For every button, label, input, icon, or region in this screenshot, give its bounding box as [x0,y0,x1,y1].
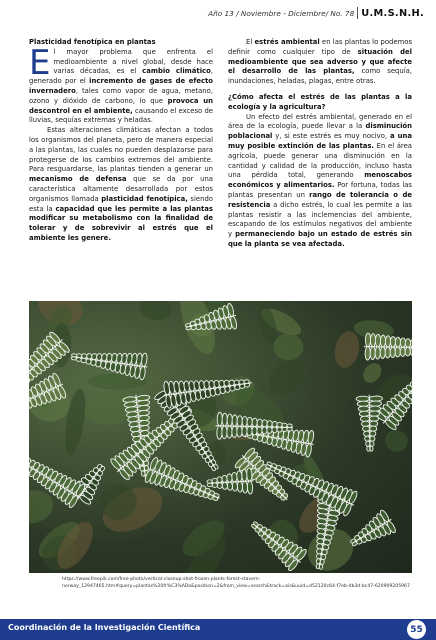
bold-run: estrés ambiental [254,38,320,46]
text-run: como sequía, inundaciones, heladas, plagas, entre otras. [228,67,412,86]
page-number: 55 [407,620,426,639]
text-run: causando el exceso de lluvias, sequías extremas y heladas. [29,106,213,125]
text-run: El [246,38,255,46]
bold-run: situación del medioambiente que sea adverso y que afecte el desarrollo de las plantas, [228,47,412,76]
footer-text: Coordinación de la Investigación Científica [8,623,201,632]
text-run: , generado por el [29,67,213,86]
institution-name: U.M.S.N.H. [361,7,424,19]
text-run: En el área agrícola, puede generar una disminución en la cantidad y calidad de la producción, incluso hasta una pérdida total, generando [228,141,412,180]
bold-run: rango de tolerancia o de resistencia [228,190,412,209]
bold-run: permaneciendo bajo un estado de estrés sin que la planta se vea afectada. [228,230,412,248]
frost-fern-illustration [29,301,412,573]
bold-run: disminución poblacional [228,122,412,141]
text-run: Un efecto del estrés ambiental, generado en el área de la ecología, puede llevar a la [228,112,412,131]
text-run: Estas alteraciones climáticas afectan a todos los organismos del planeta, pero de manera especial a las plantas, las cuales no pueden desplazarse para protegerse de los cambios extremos del ambiente. Para resguardarse, las plantas tienden a generar un [29,126,213,174]
text-run: en las plantas lo podemos definir como cualquier tipo de [228,38,413,56]
issue-info: Año 13 / Noviembre - Diciembre/ No. 78 [208,8,355,18]
bold-run: incremento de gases de efecto invernadero [29,77,214,95]
frozen-plants-photo [29,301,412,573]
text-run: l mayor problema que enfrenta el medioambiente a nivel global, desde hace varias décadas, es el [53,47,213,76]
bold-run: a una muy posible extinción de las plantas. [228,132,412,150]
right-paragraph-1 [228,38,412,87]
bold-run: cambio climático [142,67,211,76]
page-header [0,5,424,21]
text-run: y, si este estrés es muy nocivo, [272,132,390,141]
right-column [228,38,412,250]
text-run: siendo esta la [29,194,213,213]
bold-run: plasticidad fenotípica, [101,194,188,203]
text-run: Por fortuna, todas las plantas presentan un [228,181,412,199]
photo-credit: https://www.freepik.com/free-photo/vertical-closeup-shot-frozen-plants-forest-stavern-norway_12947465.htm#query=plantas%20fr%C3%ADo&position=2&from_view=search&track=ais&uuid=d52120c64-f7eb-4b3d-bc47-620909205967 [62,577,410,589]
bold-run: capacidad que les permite a las plantas modificar su metabolismo con la finalidad de tolerar y de sobrevivir al estrés que el ambiente les genere. [29,204,213,242]
right-paragraph-2 [228,113,412,250]
page-footer [0,619,436,640]
left-column [29,38,213,244]
bold-run: provoca un descontrol en el ambiente, [29,96,213,115]
section-heading-ecologia: ¿Cómo afecta el estrés de las plantas a la ecología y la agricultura? [228,92,412,111]
text-run: , tales como vapor de agua, metano, ozono y dióxido de carbono, lo que [29,86,213,105]
text-run: que se da por una característica altamente desarrollada por estos organismos llamada [29,175,213,203]
drop-cap: E [29,42,51,83]
left-paragraph-2 [29,126,213,244]
text-run: a dicho estrés, lo cual les permite a las plantas resistir a las inclemencias del ambiente, escapando de los estímulos negativos del ambiente y [228,200,412,239]
section-heading-plasticidad: Plasticidad fenotípica en plantas [29,38,156,46]
bold-run: menoscabos económicos y alimentarios. [228,171,412,190]
bold-run: mecanismo de defensa [29,175,127,184]
header-separator [357,7,358,19]
